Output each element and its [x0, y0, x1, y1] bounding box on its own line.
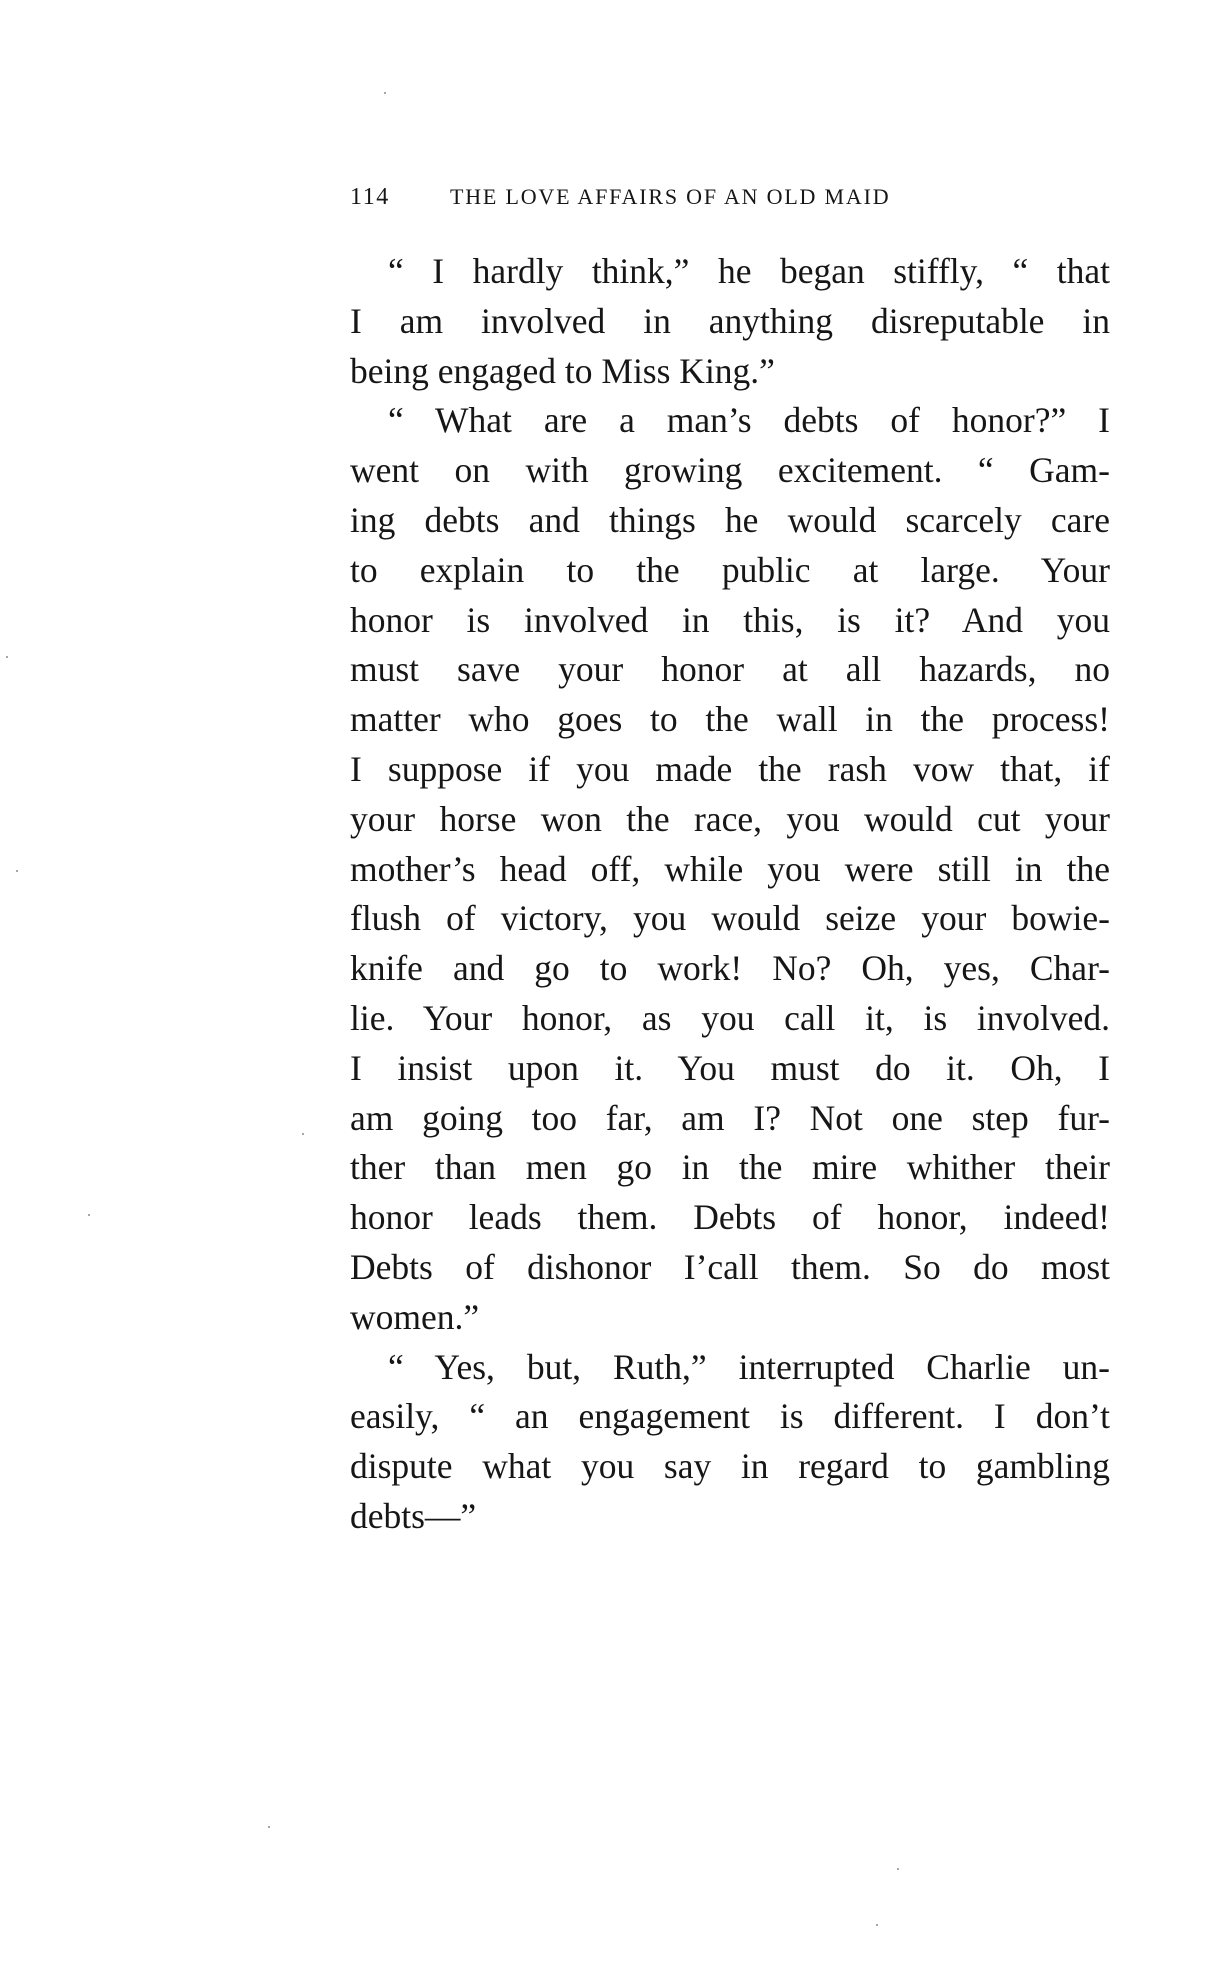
paragraph — [350, 1343, 1110, 1542]
text-line: ther than men go in the mire whither their — [350, 1147, 1110, 1188]
text-line: debts—” — [350, 1495, 477, 1536]
running-header — [350, 184, 1110, 224]
text-line: knife and go to work! No? Oh, yes, Char- — [350, 948, 1110, 989]
text-line: flush of victory, you would seize your bowie- — [350, 898, 1110, 939]
text-line: “ What are a man’s debts of honor?” I — [388, 400, 1110, 441]
text-line: your horse won the race, you would cut your — [350, 798, 1110, 839]
scan-speck — [88, 1214, 90, 1216]
scan-speck — [384, 92, 386, 94]
paragraph — [350, 396, 1110, 1342]
scan-speck — [897, 1868, 899, 1870]
text-line: lie. Your honor, as you call it, is involved. — [350, 997, 1110, 1038]
text-line: honor is involved in this, is it? And you — [350, 599, 1110, 640]
text-line: I suppose if you made the rash vow that, if — [350, 748, 1110, 789]
text-line: I insist upon it. You must do it. Oh, I — [350, 1047, 1110, 1088]
scan-speck — [302, 1133, 304, 1135]
scan-speck — [268, 1826, 270, 1828]
text-line: matter who goes to the wall in the process! — [350, 699, 1110, 740]
text-line: being engaged to Miss King.” — [350, 350, 775, 391]
text-line: “ Yes, but, Ruth,” interrupted Charlie un- — [388, 1346, 1110, 1387]
scan-speck — [6, 656, 8, 658]
running-title: THE LOVE AFFAIRS OF AN OLD MAID — [450, 184, 891, 209]
text-line: honor leads them. Debts of honor, indeed! — [350, 1197, 1110, 1238]
text-line: must save your honor at all hazards, no — [350, 649, 1110, 690]
text-line: am going too far, am I? Not one step fur- — [350, 1097, 1110, 1138]
text-line: easily, “ an engagement is different. I don’t — [350, 1396, 1110, 1437]
scan-speck — [876, 1924, 878, 1926]
text-line: to explain to the public at large. Your — [350, 549, 1110, 590]
text-line: dispute what you say in regard to gambling — [350, 1446, 1110, 1487]
paragraph — [350, 247, 1110, 396]
scan-speck — [16, 870, 18, 872]
body-text — [350, 247, 1110, 1542]
text-line: ing debts and things he would scarcely care — [350, 499, 1110, 540]
text-line: “ I hardly think,” he began stiffly, “ that — [388, 251, 1110, 291]
page-number: 114 — [350, 184, 390, 210]
text-line: Debts of dishonor I’call them. So do most — [350, 1246, 1110, 1287]
text-line: mother’s head off, while you were still in the — [350, 848, 1110, 889]
text-line: went on with growing excitement. “ Gam- — [350, 450, 1110, 491]
text-line: I am involved in anything disreputable in — [350, 300, 1110, 341]
text-line: women.” — [350, 1296, 480, 1337]
